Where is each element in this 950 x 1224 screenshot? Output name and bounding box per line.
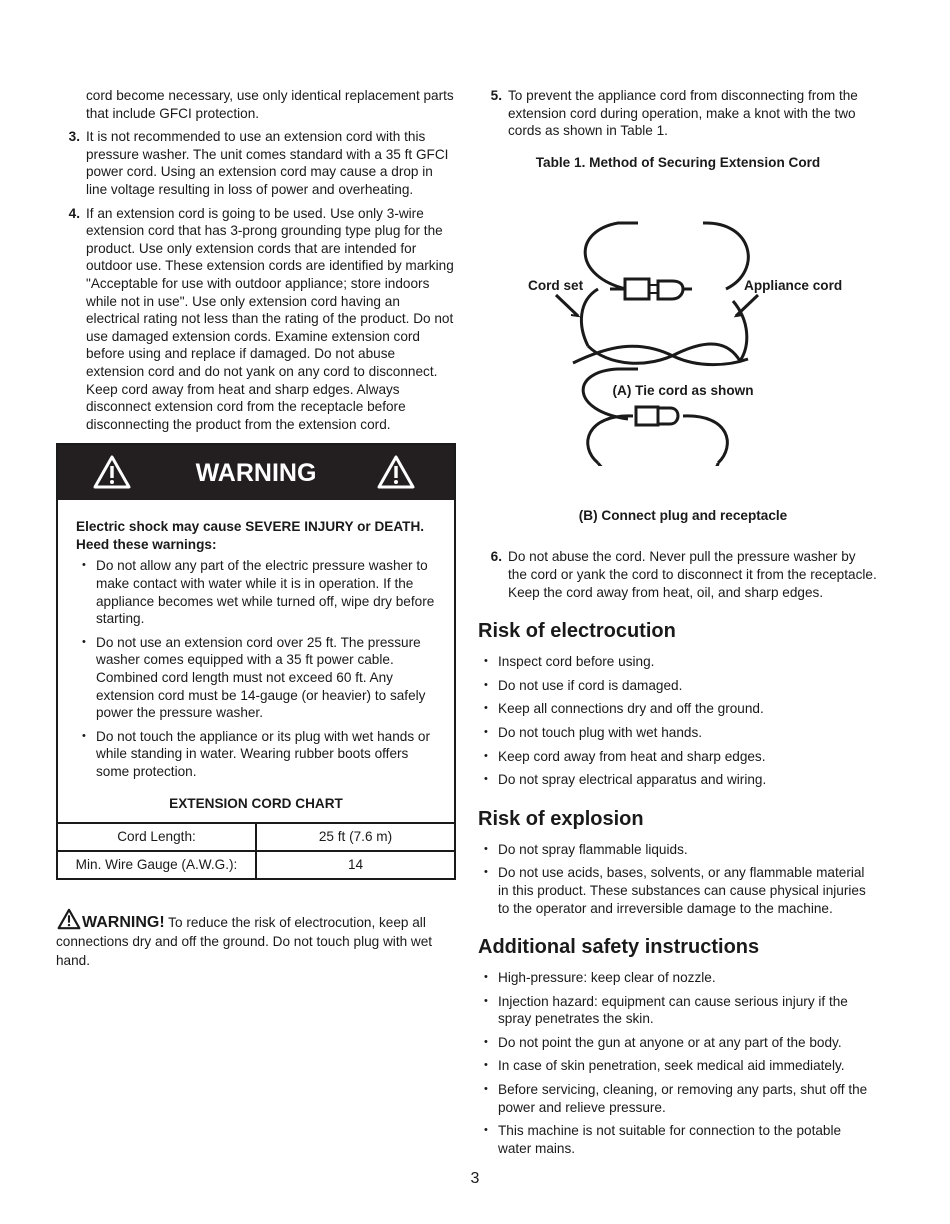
table-row <box>58 851 454 878</box>
bullet-list <box>478 653 878 789</box>
warning-title: WARNING <box>195 459 317 488</box>
item-text: Do not abuse the cord. Never pull the pressure washer by the cord or yank the cord to disconnect it from the receptacle. Keep the cord away from heat, oil, and sharp edges. <box>508 549 877 600</box>
list-item <box>478 87 878 140</box>
table-row <box>58 823 454 851</box>
list-item: • Do not point the gun at anyone or at any part of the body. <box>478 1034 878 1052</box>
caption-b: (B) Connect plug and receptacle <box>578 508 788 524</box>
item-number: 4. <box>68 205 80 221</box>
item-number: 5. <box>490 88 502 103</box>
table-title: Table 1. Method of Securing Extension Cord <box>535 154 821 170</box>
warning-header <box>58 445 454 500</box>
list-item: • Keep cord away from heat and sharp edges. <box>478 748 878 766</box>
list-item: • Do not use acids, bases, solvents, or any flammable material in this product. These substances can cause physical injuries to the operator and irreversible damage to the machine. <box>478 864 878 917</box>
warning-body <box>58 500 454 812</box>
section-heading: Additional safety instructions <box>478 936 760 959</box>
list-item: • Before servicing, cleaning, or removing any parts, shut off the power and relieve pressure. <box>478 1081 878 1116</box>
list-item <box>56 128 456 198</box>
warning-triangle-icon <box>56 908 82 930</box>
list-item: • Inspect cord before using. <box>478 653 878 671</box>
list-item: • Do not spray flammable liquids. <box>478 841 878 859</box>
right-column <box>478 87 878 1163</box>
item-text: It is not recommended to use an extension cord with this pressure washer. The unit comes standard with a 35 ft GFCI power cord. Using an extension cord may cause a drop in line voltage resulting in loss of power and overheating. <box>86 129 449 197</box>
item-text: If an extension cord is going to be used. Use only 3-wire extension cord that has 3-prong grounding type plug for the product. Use only extension cords that are intended for outdoor use. These extension cords are identified by marking "Acceptable for use with outdoor appliance; store indoors while not in use". Use only extension cord having an electrical rating not less than the rating of the product. Do not use damaged extension cords. Examine extension cord before using and replace if damaged. Do not abuse extension cord and do not yank on any cord to disconnect. Keep cord away from heat and sharp edges. Always disconnect extension cord from the receptacle before disconnecting the product from the extension cord. <box>86 205 454 432</box>
cord-knot-figure <box>478 171 878 524</box>
cord-knot-diagram <box>478 171 878 466</box>
page-number: 3 <box>470 1170 480 1187</box>
list-item: • High-pressure: keep clear of nozzle. <box>478 969 878 987</box>
list-item: • Do not allow any part of the electric pressure washer to make contact with water while it is in operation. If the appliance becomes wet while turned off, wipe dry before starting. <box>76 557 436 627</box>
list-item: • Keep all connections dry and off the ground. <box>478 700 878 718</box>
list-item <box>478 548 878 601</box>
warning-note <box>56 908 456 970</box>
continued-paragraph: cord become necessary, use only identical replacement parts that include GFCI protection. <box>86 88 454 121</box>
warning-label: WARNING! <box>82 914 165 932</box>
item-number: 6. <box>490 549 502 565</box>
caption-a: (A) Tie cord as shown <box>612 383 754 399</box>
table-cell: 14 <box>256 851 454 878</box>
cord-set-label: Cord set <box>528 278 584 294</box>
list-item: • In case of skin penetration, seek medical aid immediately. <box>478 1057 878 1075</box>
warning-box <box>56 443 456 880</box>
warning-lead: Electric shock may cause SEVERE INJURY or DEATH. Heed these warnings: <box>76 519 425 552</box>
bullet-list <box>478 969 878 1157</box>
left-column <box>56 87 456 970</box>
table-cell: 25 ft (7.6 m) <box>256 823 454 851</box>
list-item: • Do not touch plug with wet hands. <box>478 724 878 742</box>
bullet-list <box>478 841 878 917</box>
list-item: • Do not touch the appliance or its plug with wet hands or while standing in water. Wearing rubber boots offers some protection. <box>76 728 436 781</box>
extension-cord-chart <box>58 822 454 878</box>
list-item: • Do not spray electrical apparatus and wiring. <box>478 771 878 789</box>
list-item: • This machine is not suitable for connection to the potable water mains. <box>478 1122 878 1157</box>
list-item <box>56 205 456 434</box>
warning-triangle-icon <box>376 454 416 490</box>
list-item: • Do not use if cord is damaged. <box>478 677 878 695</box>
table-cell: Min. Wire Gauge (A.W.G.): <box>58 851 256 878</box>
item-number: 3. <box>68 129 80 145</box>
section-heading: Risk of electrocution <box>478 620 676 643</box>
list-item: • Do not use an extension cord over 25 ft. The pressure washer comes equipped with a 35 ft power cable. Combined cord length must not exceed 60 ft. Any extension cord must be 14-gauge (or heavier) to safely power the pressure washer. <box>76 634 436 722</box>
item-text: To prevent the appliance cord from disconnecting from the extension cord during operation, make a knot with the two cords as shown in Table 1. <box>508 88 858 139</box>
appliance-cord-label: Appliance cord <box>744 278 843 294</box>
chart-title: EXTENSION CORD CHART <box>169 795 343 811</box>
section-heading: Risk of explosion <box>478 807 644 830</box>
table-cell: Cord Length: <box>58 823 256 851</box>
warning-text: To reduce the risk of electrocution, keep all connections dry and off the ground. Do not touch plug with wet hand. <box>56 915 433 969</box>
list-item: • Injection hazard: equipment can cause serious injury if the spray penetrates the skin. <box>478 993 878 1028</box>
warning-bullets <box>76 557 436 780</box>
